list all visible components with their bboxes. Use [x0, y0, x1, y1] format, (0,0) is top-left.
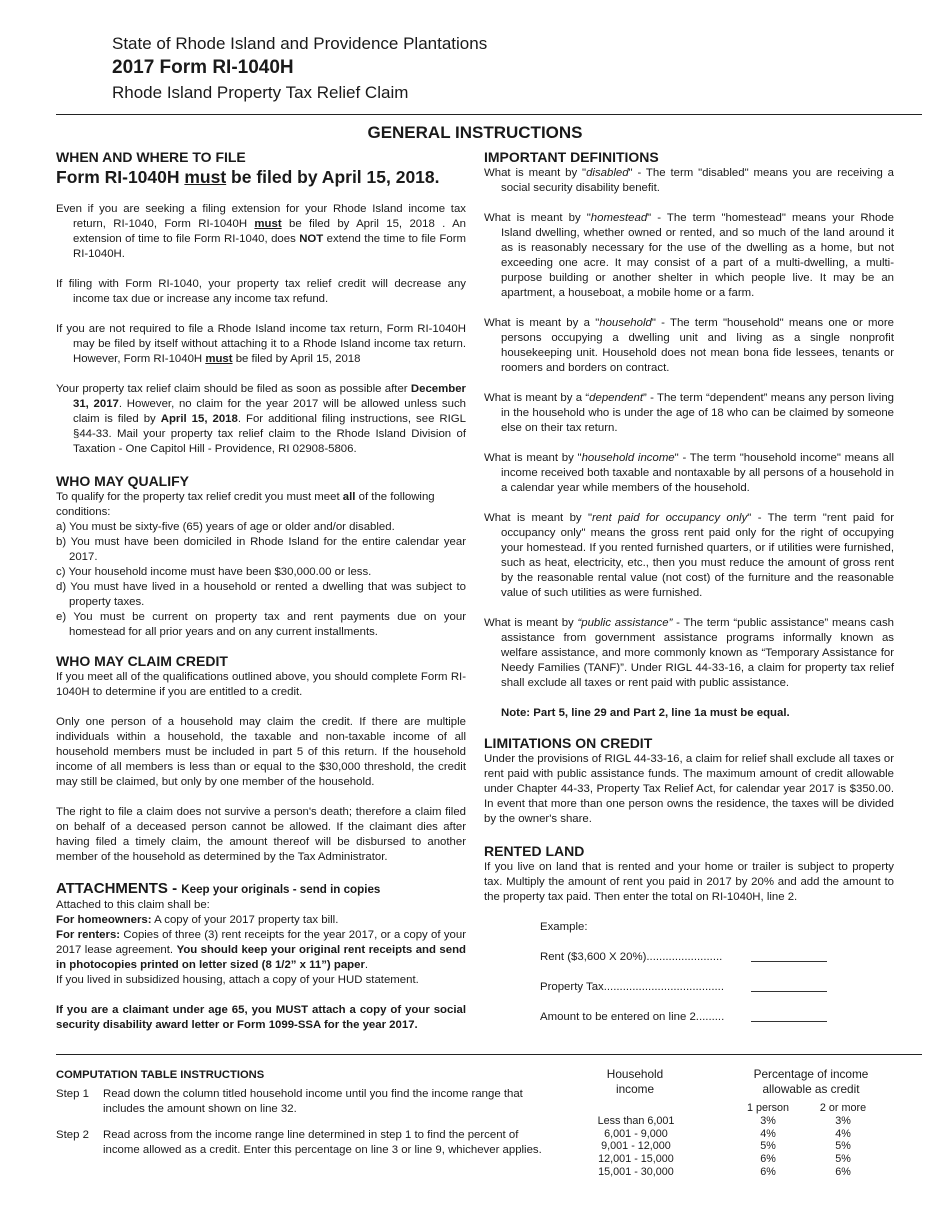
example-tax-row: Property Tax...................................... [540, 980, 827, 995]
ri1040-paragraph: If filing with Form RI-1040, your property tax relief credit will decrease any income tax due or increase any income tax refund. [56, 278, 466, 305]
example-label: Example: [540, 921, 588, 933]
renters-line: For renters: Copies of three (3) rent receipts for the year 2017, or a copy of your 2017 lease agreement. You should keep your original rent receipts and send in photocopies printed on letter sized (8 1/2” x 11”) paper. [56, 929, 467, 971]
list-item: a) You must be sixty-five (65) years of age or older and/or disabled. [56, 521, 395, 533]
two-or-more-header: 2 or more [819, 1102, 867, 1114]
example-amount-row: Amount to be entered on line 2......... [540, 1010, 827, 1025]
limitations-heading: LIMITATIONS ON CREDIT [484, 735, 653, 751]
attachments-line: Attached to this claim shall be: [56, 899, 210, 911]
table-row: Less than 6,001 [597, 1115, 675, 1127]
left-column [56, 148, 466, 1048]
definition-item: What is meant by "disabled" - The term "disabled" means you are receiving a social security disability benefit. [484, 167, 894, 194]
table-cell: 4% [835, 1127, 851, 1140]
definition-item: What is meant by a “dependent” - The term “dependent” means any person living in the household who is under the age of 18 who can be claimed by someone else on their tax return. [484, 392, 894, 434]
step-text: Read down the column titled household income until you find the income range that includes the amount shown on line 32. [103, 1088, 523, 1115]
claim-paragraph-2: Only one person of a household may claim the credit. If there are multiple individuals within a household, the taxable and non-taxable income of all household members must be included in part 5 of this return. If the household income of all members is less than or equal to the $30,000 threshold, the credit may still be claimed, but only by one member of the household. [56, 716, 466, 788]
rented-land-heading: RENTED LAND [484, 843, 585, 859]
state-name: State of Rhode Island and Providence Plantations [112, 34, 488, 53]
table-cell: 5% [835, 1153, 851, 1166]
list-item: d) You must have lived in a household or rented a dwelling that was subject to property taxes. [56, 581, 466, 608]
claim-paragraph-3: The right to file a claim does not survive a person's death; therefore a claim filed on behalf of a deceased person cannot be allowed. If the claimant dies after having filed a timely claim, the amount thereof will be disbursed to another member of the household as determined by the Tax Administrator. [56, 806, 466, 863]
computation-title: COMPUTATION TABLE INSTRUCTIONS [56, 1069, 265, 1081]
income-values [586, 1115, 686, 1179]
percentage-column-header: Percentage of income allowable as credit [753, 1067, 869, 1096]
claim-paragraph-1: If you meet all of the qualifications outlined above, you should complete Form RI-1040H to determine if you are entitled to a credit. [56, 671, 466, 698]
qualify-heading: WHO MAY QUALIFY [56, 473, 190, 489]
table-cell: 6% [760, 1165, 776, 1178]
one-person-header: 1 person [746, 1102, 790, 1114]
form-title: 2017 Form RI-1040H [112, 57, 294, 78]
table-row: 6,001 - 9,000 [604, 1127, 668, 1140]
list-item: c) Your household income must have been $30,000.00 or less. [56, 566, 372, 578]
table-cell: 3% [760, 1115, 776, 1127]
extension-paragraph: Even if you are seeking a filing extension for your Rhode Island income tax return, RI-1040, Form RI-1040H must be filed by April 15, 2018 . An extension of time to file Form RI-1040, does NOT extend the time to file Form RI-1040H. [56, 203, 467, 260]
definition-item: What is meant by “public assistance” - The term “public assistance” means cash assistance from government assistance programs informally known as welfare assistance, and more commonly known as “Temporary Assistance for Needy Families (TANF)”. Under RIGL 44-33-16, a claim for property tax relief shall exclude all taxes or rent paid with public assistance. [484, 617, 894, 689]
hud-line: If you lived in subsidized housing, attach a copy of your HUD statement. [56, 974, 419, 986]
right-column [484, 148, 894, 1040]
section-rule [56, 1054, 922, 1055]
table-cell: 5% [835, 1140, 851, 1153]
rented-land-text: If you live on land that is rented and your home or trailer is subject to property tax. Multiply the amount of rent you paid in 2017 by 20% and add the amount to the property tax paid. Then enter the total on RI-1040H, line 2. [484, 861, 894, 903]
not-required-paragraph: If you are not required to file a Rhode Island income tax return, Form RI-1040H may be filed by itself without attaching it to a Rhode Island income tax return. However, Form RI-1040H must be filed by April 15, 2018 [56, 323, 466, 365]
step-label: Step 2 [56, 1129, 89, 1141]
filing-timing-paragraph: Your property tax relief claim should be filed as soon as possible after December 31, 2017. However, no claim for the year 2017 will be allowed unless such claim is filed by April 15, 2018. For additional filing instructions, see RIGL §44-33. Mail your property tax relief claim to the Rhode Island Division of Taxation - One Capitol Hill - Providence, RI 02908-5806. [56, 383, 466, 455]
definition-item: What is meant by a "household" - The term "household" means one or more persons occupying a dwelling unit and living as a single nonprofit housekeeping unit. Household does not mean bona fide lessees, tenants or roomers and borders on contract. [484, 317, 894, 374]
homeowners-line: For homeowners: A copy of your 2017 property tax bill. [56, 914, 339, 926]
table-cell: 6% [760, 1153, 776, 1166]
definitions-heading: IMPORTANT DEFINITIONS [484, 149, 659, 165]
table-row: 9,001 - 12,000 [601, 1140, 671, 1153]
table-row: 15,001 - 30,000 [598, 1165, 674, 1178]
table-cell: 6% [835, 1165, 851, 1178]
income-column-header: Household income [606, 1067, 664, 1096]
limitations-text: Under the provisions of RIGL 44-33-16, a claim for relief shall exclude all taxes or rent paid with public assistance funds. The maximum amount of credit allowable under Chapter 44-33, Property Tax Relief Act, for calendar year 2017 is $350.00. In event that more than one person owns the residence, the taxes will be divided by the owner's share. [484, 753, 894, 825]
example-rent-row: Rent ($3,600 X 20%)........................ [540, 950, 827, 965]
table-cell: 4% [760, 1127, 776, 1140]
claim-heading: WHO MAY CLAIM CREDIT [56, 653, 228, 669]
general-instructions-title: GENERAL INSTRUCTIONS [367, 123, 583, 142]
attachments-heading: ATTACHMENTS - Keep your originals - send in copies [56, 880, 381, 897]
header-rule [56, 114, 922, 115]
blank-line [751, 950, 827, 962]
definitions-note: Note: Part 5, line 29 and Part 2, line 1a must be equal. [501, 707, 790, 719]
definition-item: What is meant by "rent paid for occupancy only" - The term "rent paid for occupancy only" means the gross rent paid only for the right of occupying your homestead. If you rented furnished quarters, or if utilities were furnished, such as heat, electricity, etc., then you must reduce the amount of gross rent by the reasonable rental value (not cost) of the furniture and the reasonable value of such utilities as were furnished. [484, 512, 895, 599]
table-row: 12,001 - 15,000 [598, 1153, 674, 1166]
form-subtitle: Rhode Island Property Tax Relief Claim [112, 83, 409, 102]
qualify-list [56, 520, 466, 640]
list-item: e) You must be current on property tax and rent payments due on your homestead for all prior years and on any current installments. [56, 611, 466, 638]
when-where-heading: WHEN AND WHERE TO FILE [56, 149, 246, 165]
blank-line [751, 1010, 827, 1022]
step-text: Read across from the income range line determined in step 1 to find the percent of income allowed as a credit. Enter this percentage on line 3 or line 9, whichever applies. [103, 1129, 542, 1156]
qualify-intro: To qualify for the property tax relief credit you must meet all of the following conditions: [56, 491, 435, 518]
step-label: Step 1 [56, 1088, 89, 1100]
blank-line [751, 980, 827, 992]
two-or-more-values [823, 1115, 863, 1179]
filing-deadline: Form RI-1040H must be filed by April 15, 2018. [56, 167, 440, 187]
under-65-note: If you are a claimant under age 65, you MUST attach a copy of your social security disability award letter or Form 1099-SSA for the year 2017. [56, 1004, 466, 1031]
definition-item: What is meant by "household income" - The term "household income" means all income received both taxable and nontaxable by all persons of a household in a calendar year while members of the household. [484, 452, 894, 494]
table-cell: 5% [760, 1140, 776, 1153]
definition-item: What is meant by "homestead" - The term "homestead" means your Rhode Island dwelling, whether owned or rented, and so much of the land around it as is reasonably necessary for the use of the dwelling as a home, but not exceeding one acre. It may consist of a part of a multi-dwelling, a multi-purpose building or another shelter in which people live. It may be an apartment, a houseboat, a mobile home or a farm. [484, 212, 894, 299]
one-person-values [748, 1115, 788, 1179]
list-item: b) You must have been domiciled in Rhode Island for the entire calendar year 2017. [56, 536, 466, 563]
table-cell: 3% [835, 1115, 851, 1127]
